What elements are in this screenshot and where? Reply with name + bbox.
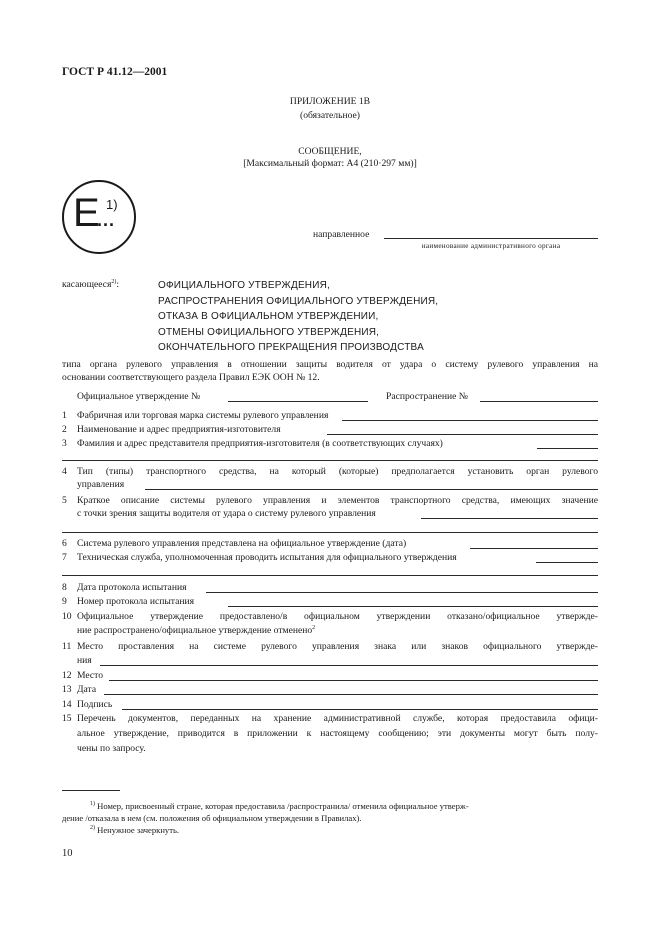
item-5-line-1: Краткое описание системы рулевого управления и элементов транспортного средства, имеющих значение — [77, 495, 598, 506]
item-12-field[interactable] — [109, 680, 598, 681]
footnote-2-mark: 2) — [90, 825, 95, 832]
item-4-line-1: Тип (типы) транспортного средства, на который (которые) предполагается установить орган рулевого — [77, 466, 598, 477]
annex-title: ПРИЛОЖЕНИЕ 1В — [289, 96, 371, 107]
approval-mark-letter: E — [73, 191, 100, 235]
item-2-field[interactable] — [327, 434, 598, 435]
concerning-label: касающееся$^{2)}$: — [62, 279, 120, 291]
page-number: 10 — [62, 848, 73, 859]
item-7-field[interactable] — [536, 562, 598, 563]
concerning-item: ОФИЦИАЛЬНОГО УТВЕРЖДЕНИЯ, — [158, 280, 331, 291]
concerning-item: ОКОНЧАТЕЛЬНОГО ПРЕКРАЩЕНИЯ ПРОИЗВОДСТВА — [158, 342, 424, 353]
concerning-item: ОТМЕНЫ ОФИЦИАЛЬНОГО УТВЕРЖДЕНИЯ, — [158, 326, 380, 338]
item-5-field[interactable] — [421, 518, 598, 519]
extension-number-label: Распространение № — [386, 391, 468, 402]
concerning-item: ОТКАЗА В ОФИЦИАЛЬНОМ УТВЕРЖДЕНИИ, — [158, 311, 379, 322]
footnote-1-mark: 1) — [90, 801, 95, 808]
sent-by-line — [384, 238, 598, 239]
document-code: ГОСТ Р 41.12—2001 — [62, 66, 168, 78]
item-10-line-1: Официальное утверждение предоставлено/в официальном утверждении отказано/официальное утвержде- — [77, 611, 598, 622]
item-15-line-2: альное утверждение, приводится в приложении к настоящему сообщению; эти документы могут быть полу- — [77, 728, 598, 739]
annex-status: (обязательное) — [300, 110, 360, 121]
item-5-continuation-line[interactable] — [62, 532, 598, 533]
item-5-line-2: с точки зрения защиты водителя от удара о систему рулевого управления — [77, 508, 376, 519]
item-8-field[interactable] — [206, 592, 598, 593]
item-14-field[interactable] — [122, 709, 598, 710]
item-4-field[interactable] — [145, 489, 598, 490]
item-9-field[interactable] — [228, 606, 598, 607]
item-4-line-2: управления — [77, 479, 125, 490]
concerning-item: РАСПРОСТРАНЕНИЯ ОФИЦИАЛЬНОГО УТВЕРЖДЕНИЯ, — [158, 295, 439, 307]
concerning-list — [158, 278, 438, 356]
approval-number-label: Официальное утверждение № — [77, 391, 201, 402]
item-11-line-1: Место проставления на системе рулевого управления знака или знаков официального утвержде- — [77, 641, 598, 652]
item-6-field[interactable] — [470, 548, 598, 549]
item-3-continuation-line[interactable] — [62, 460, 598, 461]
intro-line-1: типа органа рулевого управления в отношении защиты водителя от удара о систему рулевого управления на — [62, 359, 598, 370]
approval-mark-dots: ... — [97, 210, 116, 230]
footnote-2: $^{2)}$ Ненужное зачеркнуть. — [90, 825, 180, 835]
footnote-1-line-1: $^{1)}$ Номер, присвоенный стране, которая предоставила /распространила/ отменила официальное утверж- — [90, 801, 469, 811]
format-note: [Максимальный формат: А4 (210·297 мм)] — [243, 158, 417, 169]
sent-by-label: направленное — [313, 229, 370, 240]
item-11-line-2: ния — [77, 655, 92, 666]
sent-by-caption: наименование административного органа — [421, 242, 561, 250]
footnote-1-line-2: дение /отказала в нем (см. положения об официальном утверждении в Правилах). — [62, 813, 362, 823]
item-3-field[interactable] — [537, 448, 598, 449]
item-11-field[interactable] — [100, 665, 598, 666]
item-13-field[interactable] — [104, 694, 598, 695]
item-1-field[interactable] — [342, 420, 598, 421]
intro-line-2: основании соответствующего раздела Правил ЕЭК ООН № 12. — [62, 372, 320, 383]
item-10-line-2: ние распространено/официальное утверждение отменено$^2$ — [77, 625, 316, 637]
message-title: СООБЩЕНИЕ, — [298, 146, 362, 157]
footnote-separator — [62, 790, 120, 791]
item-7-continuation-line[interactable] — [62, 575, 598, 576]
approval-mark-note-ref: 1) — [106, 197, 118, 212]
item-15-line-3: чены по запросу. — [77, 743, 146, 754]
item-15-line-1: Перечень документов, переданных на хранение административной службе, которая предоставила офици- — [77, 713, 598, 724]
approval-number-field[interactable] — [228, 401, 368, 402]
extension-number-field[interactable] — [480, 401, 598, 402]
